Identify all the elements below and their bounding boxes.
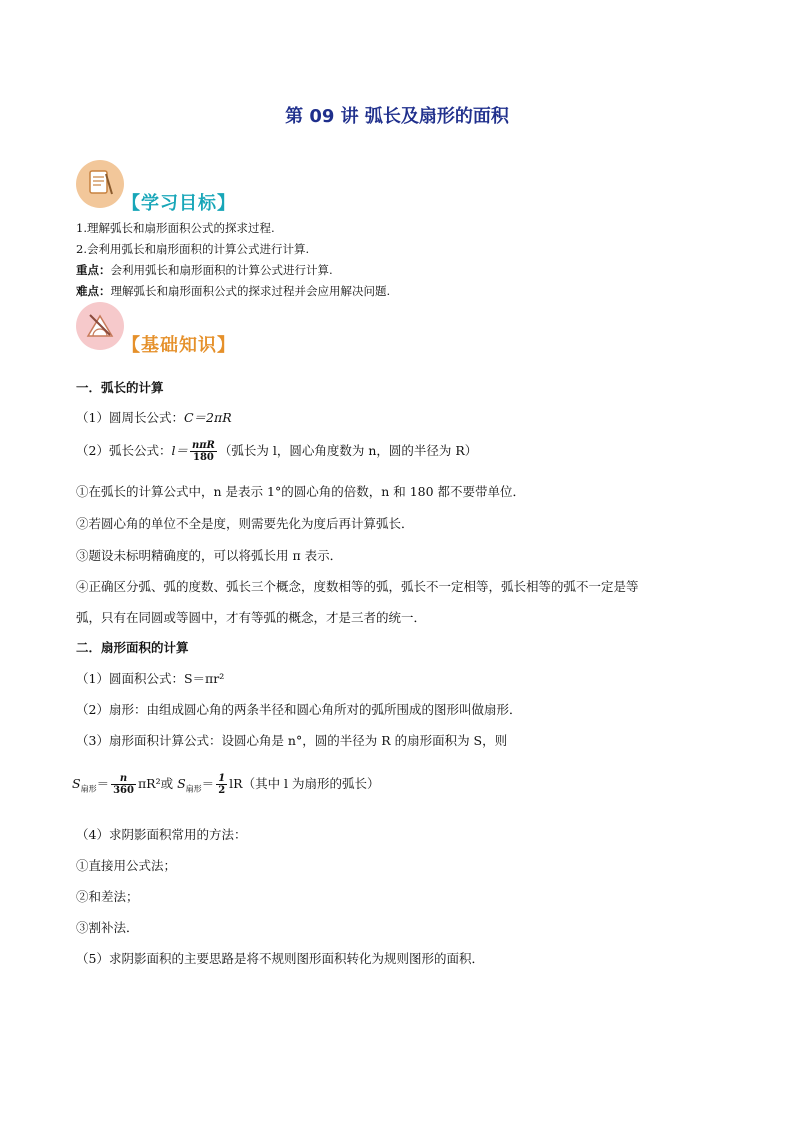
method-2: ②和差法； (76, 889, 139, 904)
note-2: ②若圆心角的单位不全是度，则需要先化为度后再计算弧长． (76, 516, 414, 531)
arc-length-formula (76, 440, 477, 463)
sector-fraction-2-den: 2 (218, 785, 226, 796)
goal-item-1: 1.理解弧长和扇形面积公式的探求过程. (76, 221, 275, 235)
shadow-area-approach: （5）求阴影面积的主要思路是将不规则图形面积转化为规则图形的面积． (76, 951, 484, 966)
sector-s-2: S (177, 776, 186, 791)
circle-area-formula: （1）圆面积公式：S＝πr² (76, 671, 225, 686)
sector-eq-1: ＝ (96, 776, 110, 791)
difficulty-label: 难点： (76, 284, 111, 298)
sector-end: lR（其中 l 为扇形的弧长） (229, 776, 380, 791)
circumference-expr: C＝2πR (183, 410, 232, 425)
key-point (76, 262, 333, 278)
knowledge-heading: 【基础知识】 (122, 335, 236, 356)
key-text: 会利用弧长和扇形面积的计算公式进行计算. (110, 263, 333, 277)
arc-fraction-den: 180 (192, 452, 214, 463)
sector-fraction-2-num: 1 (218, 773, 226, 784)
sector-definition: （2）扇形：由组成圆心角的两条半径和圆心角所对的弧所围成的图形叫做扇形． (76, 702, 522, 717)
sector-fraction-1 (111, 773, 136, 796)
key-label: 重点： (76, 263, 111, 277)
note-4-cont: 弧，只有在同圆或等圆中，才有等弧的概念，才是三者的统一． (76, 610, 427, 625)
sector-fraction-1-den: 360 (113, 785, 134, 796)
sector-eq-2: ＝ (201, 776, 215, 791)
note-3: ③题设未标明精确度的，可以将弧长用 π 表示． (76, 548, 343, 563)
difficulty-text: 理解弧长和扇形面积公式的探求过程并会应用解决问题. (110, 284, 391, 298)
note-1: ①在弧长的计算公式中，n 是表示 1°的圆心角的倍数，n 和 180 都不要带单位． (76, 484, 526, 499)
note-4: ④正确区分弧、弧的度数、弧长三个概念，度数相等的弧，弧长不一定相等，弧长相等的弧不一定是等 (76, 579, 639, 594)
section-sector-area-title: 二．扇形面积的计算 (76, 640, 189, 655)
circumference-label: （1）圆周长公式： (76, 410, 184, 425)
shadow-area-methods-intro: （4）求阴影面积常用的方法： (76, 827, 247, 842)
arc-fraction-num: nπR (191, 440, 215, 451)
goal-item-2: 2.会利用弧长和扇形面积的计算公式进行计算. (76, 242, 310, 256)
goals-heading: 【学习目标】 (122, 193, 236, 214)
sector-sub-2: 扇形 (185, 784, 202, 794)
difficulty-point (76, 283, 390, 299)
arc-formula-suffix: （弧长为 l，圆心角度数为 n，圆的半径为 R） (218, 443, 478, 458)
sector-sub-1: 扇形 (80, 784, 97, 794)
section-arc-length-title: 一．弧长的计算 (76, 380, 164, 395)
protractor-icon (76, 302, 124, 350)
method-3: ③割补法． (76, 920, 139, 935)
sector-s: S (72, 776, 81, 791)
arc-formula-lhs: l＝ (171, 443, 188, 458)
sector-mid: πR²或 (137, 776, 178, 791)
sector-area-formula (72, 773, 380, 796)
method-1: ①直接用公式法； (76, 858, 177, 873)
sector-area-intro: （3）扇形面积计算公式：设圆心角是 n°，圆的半径为 R 的扇形面积为 S，则 (76, 733, 508, 748)
notebook-icon (76, 160, 124, 208)
page-title: 第 09 讲 弧长及扇形的面积 (285, 106, 509, 127)
arc-formula-prefix: （2）弧长公式： (76, 443, 172, 458)
circumference-formula (76, 408, 232, 426)
sector-fraction-2 (216, 773, 227, 796)
sector-fraction-1-num: n (111, 773, 136, 785)
arc-fraction (190, 440, 217, 463)
